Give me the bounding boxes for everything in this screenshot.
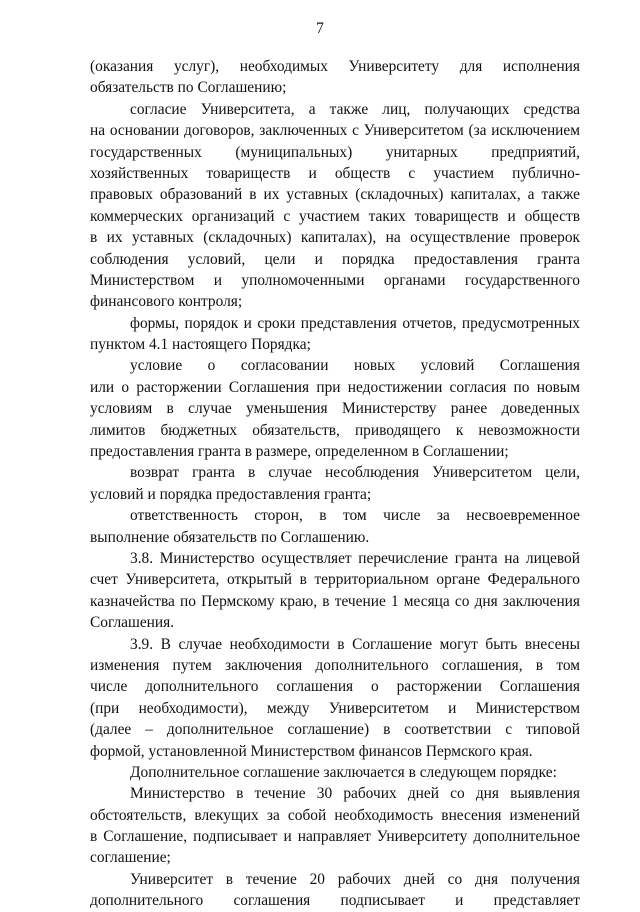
text-line: выполнение обязательств по Соглашению. xyxy=(90,528,370,546)
text-line: пунктом 4.1 настоящего Порядка; xyxy=(90,336,311,354)
text-line: согласие Университета, а также лиц, получающих средства xyxy=(130,100,580,118)
text-line: (оказания услуг), необходимых Университету для исполнения xyxy=(90,58,580,75)
text-line: на основании договоров, заключенных с Университетом (за исключением xyxy=(90,122,580,140)
text-line: формой, установленной Министерством финансов Пермского края. xyxy=(90,742,533,760)
text-line: казначейства по Пермскому краю, в течение 1 месяца со дня заключения xyxy=(90,592,580,610)
text-line: Университет в течение 20 рабочих дней со дня получения xyxy=(130,870,580,888)
text-line: хозяйственных товариществ и обществ с участием публично- xyxy=(90,164,580,182)
text-line: дополнительного соглашения подписывает и представляет xyxy=(90,892,580,910)
text-line: (далее – дополнительное соглашение) в соответствии с типовой xyxy=(90,721,580,739)
page-number: 7 xyxy=(316,20,324,37)
text-line: соглашение; xyxy=(90,849,171,867)
text-line: ответственность сторон, в том числе за несвоевременное xyxy=(130,507,580,525)
text-line: числе дополнительного соглашения о расторжении Соглашения xyxy=(90,678,580,696)
text-line: в их уставных (складочных) капиталах), на осуществление проверок xyxy=(90,229,580,247)
text-line: возврат гранта в случае несоблюдения Университетом цели, xyxy=(130,464,580,482)
text-line: государственных (муниципальных) унитарных предприятий, xyxy=(90,143,580,161)
text-line: Министерством и уполномоченными органами государственного xyxy=(90,271,580,289)
text-line: обязательств по Соглашению; xyxy=(90,79,287,97)
document-body xyxy=(90,56,580,912)
text-line: или о расторжении Соглашения при недостижении согласия по новым xyxy=(90,378,580,396)
text-line: изменения путем заключения дополнительного соглашения, в том xyxy=(90,656,580,674)
text-line: коммерческих организаций с участием таких товариществ и обществ xyxy=(90,207,580,225)
text-line: в Соглашение, подписывает и направляет Университету дополнительное xyxy=(90,828,580,846)
text-line: Дополнительное соглашение заключается в следующем порядке: xyxy=(130,763,557,781)
text-line: 3.9. В случае необходимости в Соглашение могут быть внесены xyxy=(130,635,580,653)
text-line: 3.8. Министерство осуществляет перечисление гранта на лицевой xyxy=(130,549,580,567)
text-line: лимитов бюджетных обязательств, приводящего к невозможности xyxy=(90,421,580,439)
text-line: формы, порядок и сроки представления отчетов, предусмотренных xyxy=(130,314,580,332)
text-line: предоставления гранта в размере, определенном в Соглашении; xyxy=(90,443,509,461)
text-line: условие о согласовании новых условий Соглашения xyxy=(130,357,580,375)
text-line: соблюдения условий, цели и порядка предоставления гранта xyxy=(90,250,580,268)
text-line: Соглашения. xyxy=(90,614,175,632)
text-line: обстоятельств, влекущих за собой необходимость внесения изменений xyxy=(90,806,580,824)
text-line: условиям в случае уменьшения Министерству ранее доведенных xyxy=(90,400,580,418)
text-line: счет Университета, открытый в территориальном органе Федерального xyxy=(90,571,580,589)
text-line: условий и порядка предоставления гранта; xyxy=(90,485,372,503)
text-line: (при необходимости), между Университетом и Министерством xyxy=(90,699,580,717)
text-line: Министерство в течение 30 рабочих дней со дня выявления xyxy=(130,785,580,803)
text-line: правовых образований в их уставных (складочных) капиталах, а также xyxy=(90,186,580,204)
text-line: финансового контроля; xyxy=(90,293,243,311)
